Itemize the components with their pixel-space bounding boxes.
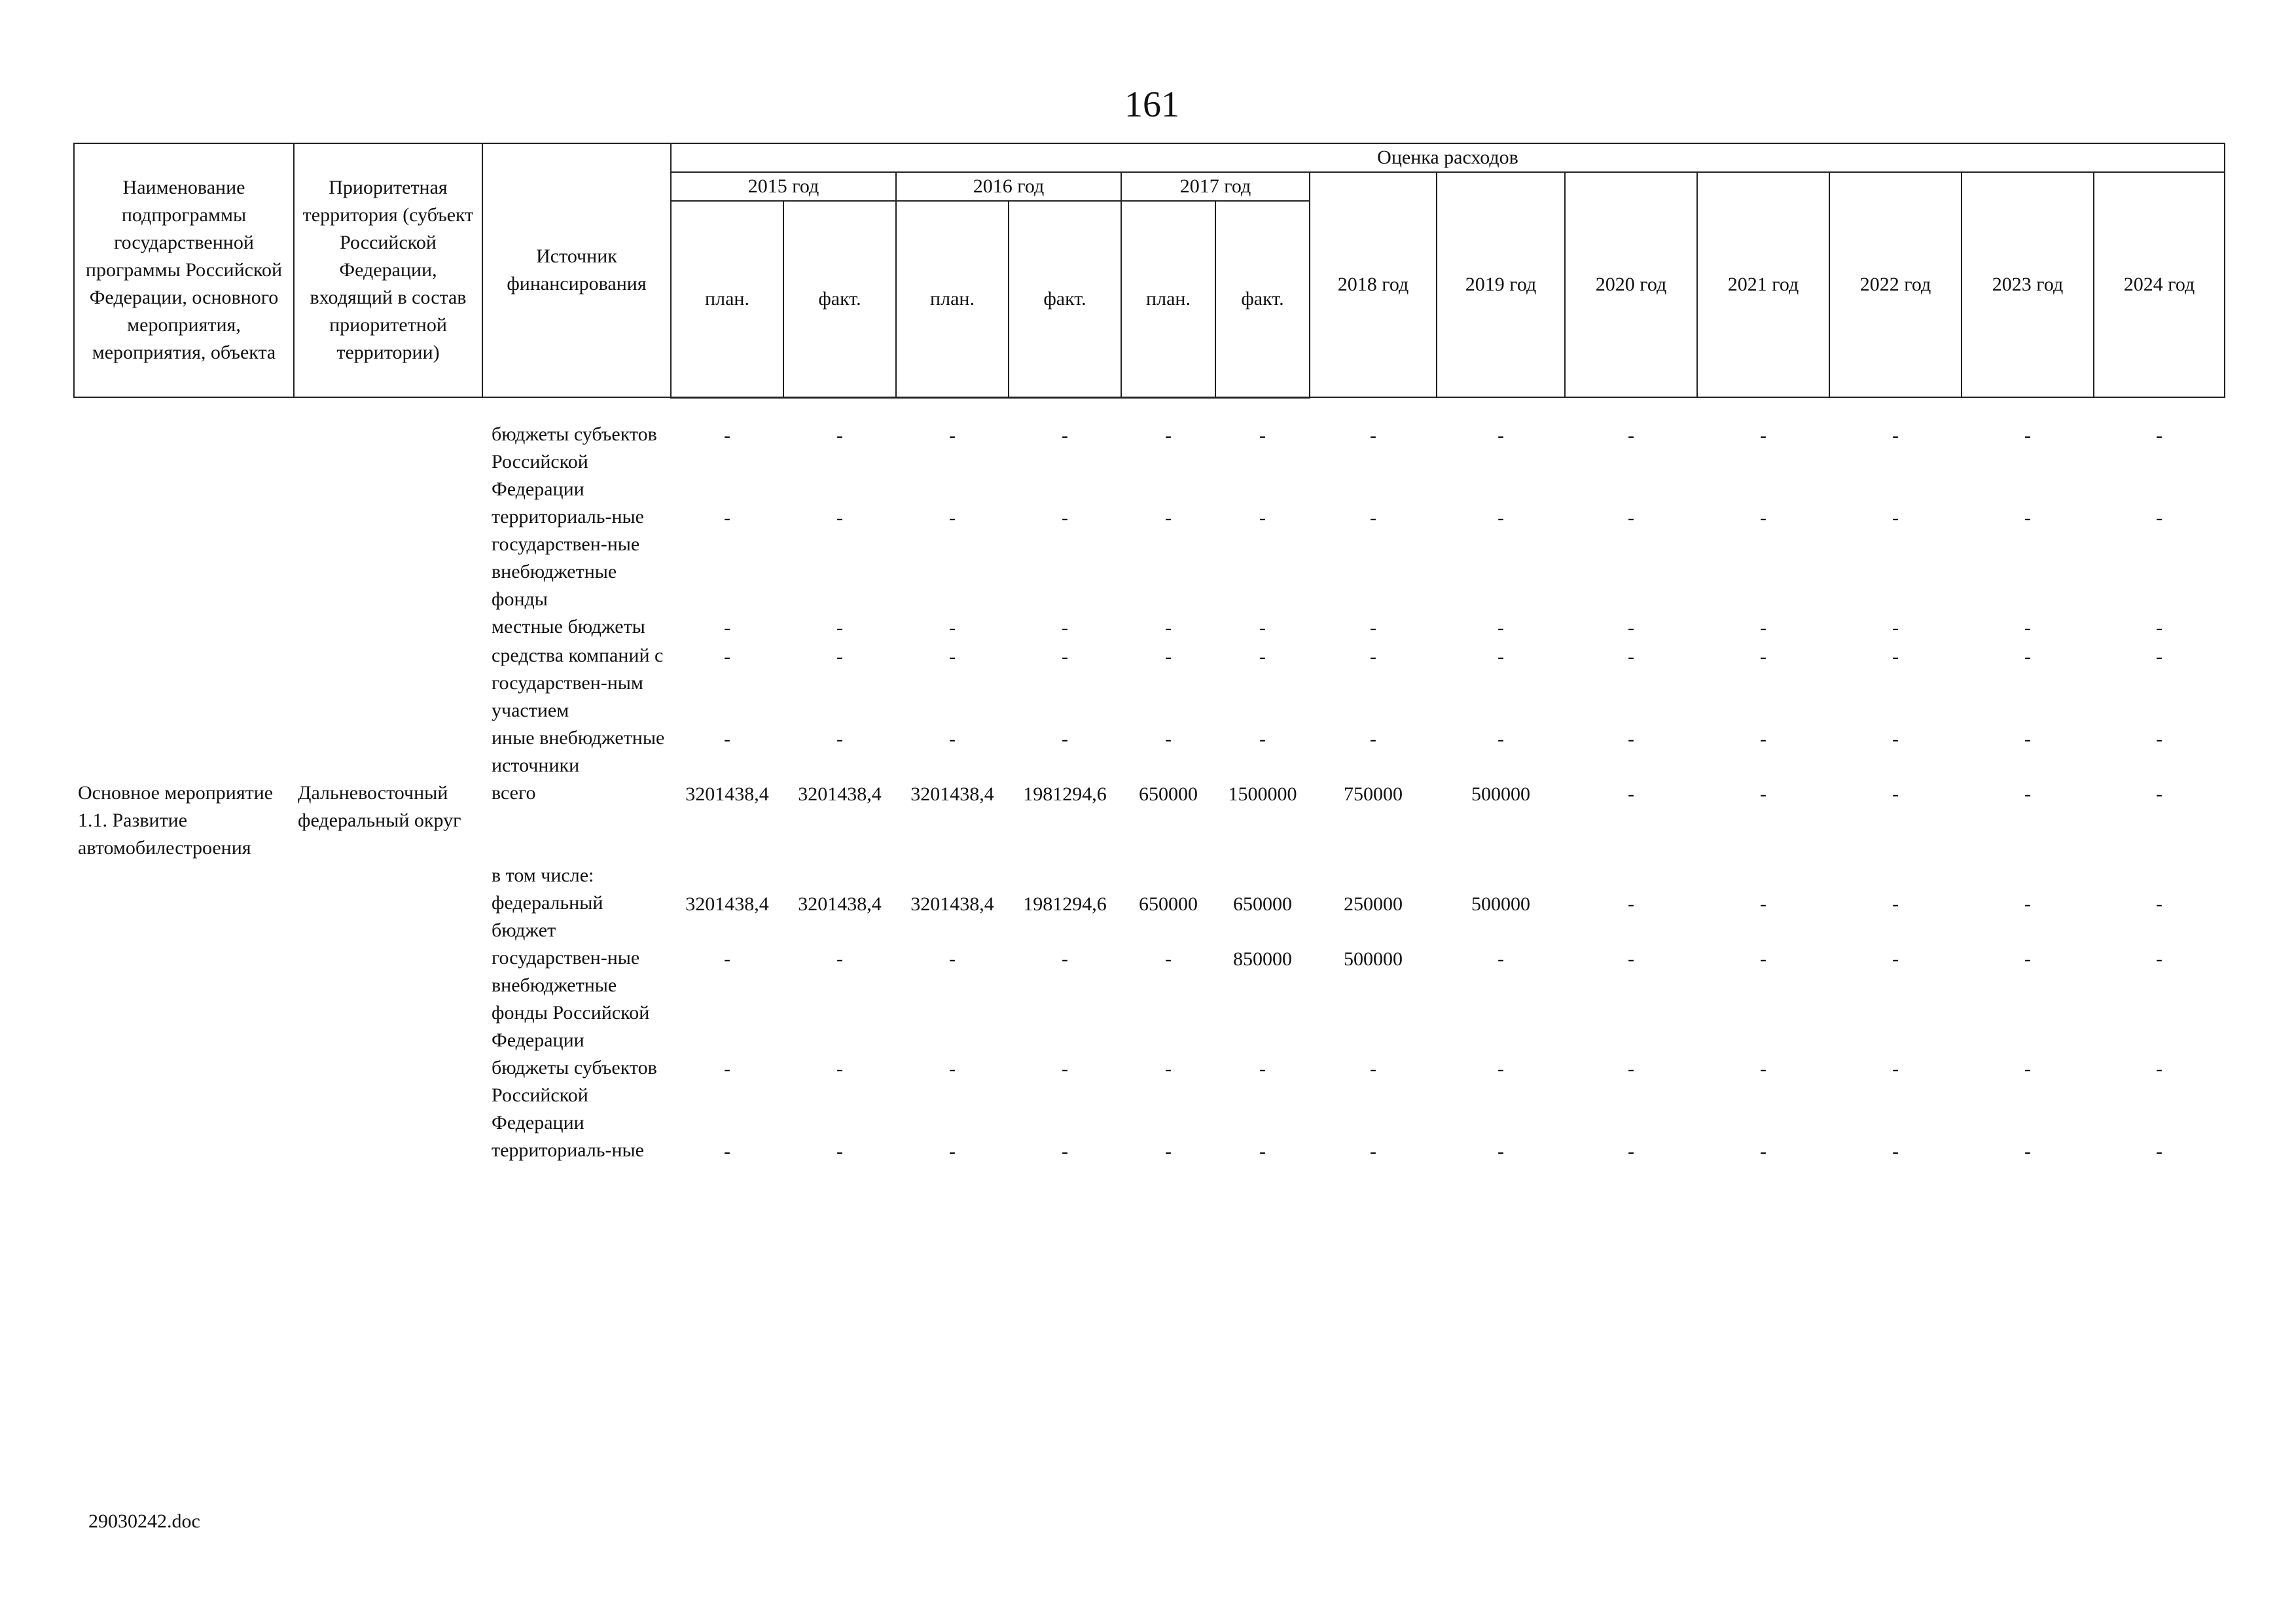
row-value-cell: - — [2024, 645, 2031, 668]
row-name-cell — [74, 642, 294, 724]
row-value-cell: 500000 — [1471, 893, 1530, 915]
row-value-cell: - — [1498, 645, 1504, 668]
row-value-cell: - — [1628, 507, 1634, 529]
row-value-cell: - — [2024, 1058, 2031, 1080]
header-plan-2017: план. — [1121, 201, 1215, 397]
row-value-cell: - — [949, 645, 956, 668]
row-source-cell: государствен-ные внебюджетные фонды Российской Федерации — [492, 946, 650, 1051]
header-year-2021: 2021 год — [1697, 172, 1829, 397]
header-year-2018: 2018 год — [1310, 172, 1437, 397]
row-value-cell — [1437, 862, 1565, 889]
row-value-cell: - — [836, 1140, 843, 1162]
row-value-cell: - — [1628, 783, 1634, 805]
header-plan-2016: план. — [896, 201, 1009, 397]
row-value-cell: - — [949, 948, 956, 970]
row-value-cell: - — [1259, 424, 1266, 446]
header-year-2015: 2015 год — [671, 172, 896, 201]
header-plan-2015: план. — [671, 201, 783, 397]
row-name-cell — [74, 421, 294, 503]
row-value-cell: 650000 — [1139, 893, 1198, 915]
row-value-cell — [1829, 862, 1962, 889]
row-value-cell — [783, 862, 896, 889]
row-value-cell: - — [2156, 616, 2162, 639]
row-value-cell: - — [1892, 424, 1899, 446]
row-value-cell — [1697, 862, 1829, 889]
row-name-cell: Основное мероприятие 1.1. Развитие автомобилестроения — [78, 781, 274, 859]
row-value-cell: - — [1165, 645, 1172, 668]
row-value-cell: - — [1370, 507, 1376, 529]
row-value-cell: 1500000 — [1228, 783, 1297, 805]
row-territory-cell — [294, 862, 482, 889]
expenses-table — [73, 143, 2225, 1166]
row-value-cell: - — [1259, 1058, 1266, 1080]
row-value-cell: - — [2156, 1058, 2162, 1080]
row-name-cell — [74, 613, 294, 642]
row-value-cell — [1962, 862, 2094, 889]
table-row — [74, 779, 2225, 862]
row-value-cell: - — [1760, 1058, 1767, 1080]
row-source-cell: в том числе: — [492, 864, 594, 886]
header-year-2020: 2020 год — [1565, 172, 1697, 397]
row-value-cell: - — [836, 645, 843, 668]
row-value-cell: - — [1370, 728, 1376, 750]
row-value-cell: - — [1628, 948, 1634, 970]
row-value-cell: - — [1760, 424, 1767, 446]
row-value-cell: 3201438,4 — [685, 893, 769, 915]
row-name-cell — [74, 1054, 294, 1137]
row-value-cell: - — [724, 728, 730, 750]
row-value-cell: - — [1760, 645, 1767, 668]
row-territory-cell — [294, 1137, 482, 1166]
row-value-cell: - — [1370, 1140, 1376, 1162]
row-value-cell: - — [1892, 507, 1899, 529]
row-value-cell: 750000 — [1344, 783, 1403, 805]
row-value-cell: - — [1062, 1058, 1068, 1080]
row-value-cell: - — [2156, 893, 2162, 915]
row-value-cell: - — [1259, 507, 1266, 529]
row-value-cell — [1565, 862, 1697, 889]
header-source-column: Источник финансирования — [482, 143, 671, 397]
row-value-cell: - — [1498, 507, 1504, 529]
row-value-cell: - — [1062, 616, 1068, 639]
row-value-cell: - — [1628, 645, 1634, 668]
row-value-cell: - — [1498, 1140, 1504, 1162]
row-value-cell: 1981294,6 — [1023, 783, 1107, 805]
row-value-cell — [1009, 862, 1121, 889]
row-value-cell: - — [1062, 424, 1068, 446]
row-value-cell: - — [1165, 1058, 1172, 1080]
row-value-cell: - — [2156, 645, 2162, 668]
row-name-cell — [74, 1137, 294, 1166]
row-value-cell: - — [1628, 728, 1634, 750]
header-territory-column: Приоритетная территория (субъект Российской Федерации, входящий в состав приоритетной территории) — [294, 143, 482, 397]
header-year-2016: 2016 год — [896, 172, 1121, 201]
row-value-cell: - — [2156, 783, 2162, 805]
row-value-cell: 650000 — [1139, 783, 1198, 805]
header-name-column: Наименование подпрограммы государственной программы Российской Федерации, основного мероприятия, мероприятия, объекта — [74, 143, 294, 397]
row-value-cell: - — [1370, 645, 1376, 668]
row-source-cell: бюджеты субъектов Российской Федерации — [492, 423, 657, 500]
row-value-cell: - — [836, 616, 843, 639]
row-territory-cell: Дальневосточный федеральный округ — [298, 781, 461, 831]
row-value-cell: - — [1165, 728, 1172, 750]
row-territory-cell — [294, 1054, 482, 1137]
page-number: 161 — [1124, 84, 1179, 125]
row-value-cell: - — [2024, 507, 2031, 529]
table-row — [74, 944, 2225, 1054]
row-name-cell — [74, 503, 294, 613]
row-source-cell: территориаль-ные государствен-ные внебюджетные фонды — [492, 505, 644, 610]
table-row — [74, 889, 2225, 944]
table-row — [74, 724, 2225, 779]
row-value-cell: - — [2024, 783, 2031, 805]
row-value-cell: - — [724, 616, 730, 639]
row-value-cell: - — [1062, 1140, 1068, 1162]
row-value-cell: - — [949, 1140, 956, 1162]
row-value-cell: - — [2156, 1140, 2162, 1162]
row-value-cell: - — [949, 616, 956, 639]
row-territory-cell — [294, 889, 482, 944]
row-value-cell: - — [1165, 424, 1172, 446]
row-value-cell: - — [1498, 616, 1504, 639]
row-value-cell: - — [949, 1058, 956, 1080]
table-row — [74, 1137, 2225, 1166]
row-value-cell: - — [1892, 1058, 1899, 1080]
row-value-cell: 850000 — [1233, 948, 1292, 970]
row-value-cell: - — [1628, 1058, 1634, 1080]
row-territory-cell — [294, 944, 482, 1054]
row-value-cell: - — [1370, 1058, 1376, 1080]
row-territory-cell — [294, 613, 482, 642]
row-value-cell: - — [1498, 948, 1504, 970]
row-value-cell: - — [1892, 783, 1899, 805]
row-territory-cell — [294, 421, 482, 503]
row-value-cell: - — [1370, 424, 1376, 446]
row-value-cell: - — [836, 424, 843, 446]
row-value-cell: - — [1628, 893, 1634, 915]
row-value-cell — [2094, 862, 2225, 889]
row-value-cell: 250000 — [1344, 893, 1403, 915]
row-territory-cell — [294, 642, 482, 724]
row-value-cell: - — [949, 424, 956, 446]
row-value-cell: - — [1259, 645, 1266, 668]
row-value-cell: - — [836, 948, 843, 970]
row-value-cell — [896, 862, 1009, 889]
table-row — [74, 642, 2225, 724]
row-value-cell: - — [724, 948, 730, 970]
row-source-cell: всего — [492, 781, 536, 804]
table-body — [74, 397, 2225, 1166]
row-value-cell: - — [1062, 728, 1068, 750]
row-value-cell: - — [1259, 1140, 1266, 1162]
row-value-cell: - — [1760, 893, 1767, 915]
row-value-cell: - — [949, 507, 956, 529]
row-value-cell: - — [949, 728, 956, 750]
row-value-cell: - — [2024, 728, 2031, 750]
table-row — [74, 862, 2225, 889]
row-value-cell: - — [1165, 1140, 1172, 1162]
row-value-cell: - — [724, 1058, 730, 1080]
row-value-cell — [1310, 862, 1437, 889]
row-value-cell: - — [1760, 507, 1767, 529]
row-value-cell: - — [1760, 1140, 1767, 1162]
row-value-cell: 3201438,4 — [798, 783, 882, 805]
row-value-cell: 3201438,4 — [685, 783, 769, 805]
row-value-cell: 500000 — [1344, 948, 1403, 970]
row-value-cell: - — [1892, 948, 1899, 970]
table-row — [74, 1054, 2225, 1137]
row-value-cell: - — [724, 645, 730, 668]
row-name-cell — [74, 889, 294, 944]
row-value-cell: - — [1165, 507, 1172, 529]
row-value-cell: - — [1760, 783, 1767, 805]
table-row — [74, 421, 2225, 503]
row-name-cell — [74, 862, 294, 889]
row-value-cell: 1981294,6 — [1023, 893, 1107, 915]
row-territory-cell — [294, 503, 482, 613]
header-year-2019: 2019 год — [1437, 172, 1565, 397]
row-territory-cell — [294, 724, 482, 779]
row-value-cell: - — [1628, 616, 1634, 639]
row-value-cell: - — [724, 424, 730, 446]
table-row — [74, 503, 2225, 613]
row-value-cell: - — [836, 728, 843, 750]
header-year-2022: 2022 год — [1829, 172, 1962, 397]
header-year-2017: 2017 год — [1121, 172, 1310, 201]
header-expenses-group: Оценка расходов — [671, 143, 2225, 172]
row-value-cell: - — [1892, 728, 1899, 750]
row-value-cell: 3201438,4 — [910, 783, 994, 805]
row-value-cell: - — [2156, 948, 2162, 970]
row-value-cell — [1121, 862, 1215, 889]
row-value-cell: - — [1628, 424, 1634, 446]
row-value-cell: - — [1760, 616, 1767, 639]
row-value-cell: - — [2024, 893, 2031, 915]
row-value-cell: - — [2024, 616, 2031, 639]
row-value-cell: - — [836, 1058, 843, 1080]
table-row — [74, 613, 2225, 642]
row-value-cell: - — [1760, 728, 1767, 750]
footer-filename: 29030242.doc — [88, 1510, 200, 1532]
row-value-cell: - — [1259, 616, 1266, 639]
row-value-cell: - — [724, 1140, 730, 1162]
row-value-cell: 3201438,4 — [798, 893, 882, 915]
row-value-cell: - — [1165, 616, 1172, 639]
row-value-cell: - — [1062, 645, 1068, 668]
row-value-cell: - — [1892, 645, 1899, 668]
row-value-cell: - — [1498, 1058, 1504, 1080]
row-value-cell: - — [1498, 728, 1504, 750]
row-name-cell — [74, 724, 294, 779]
header-year-2023: 2023 год — [1962, 172, 2094, 397]
row-value-cell: - — [1165, 948, 1172, 970]
row-value-cell: - — [2156, 728, 2162, 750]
row-value-cell: - — [1760, 948, 1767, 970]
row-value-cell: - — [1498, 424, 1504, 446]
header-fact-2016: факт. — [1009, 201, 1121, 397]
row-name-cell — [74, 944, 294, 1054]
row-value-cell: - — [2024, 424, 2031, 446]
row-value-cell: - — [1892, 1140, 1899, 1162]
row-value-cell: 650000 — [1233, 893, 1292, 915]
header-fact-2015: факт. — [783, 201, 896, 397]
row-value-cell: - — [1370, 616, 1376, 639]
row-source-cell: бюджеты субъектов Российской Федерации — [492, 1056, 657, 1133]
row-value-cell: - — [1892, 616, 1899, 639]
row-value-cell: - — [724, 507, 730, 529]
row-value-cell: 3201438,4 — [910, 893, 994, 915]
row-value-cell — [1215, 862, 1310, 889]
row-source-cell: территориаль-ные — [492, 1139, 644, 1161]
row-value-cell: - — [2156, 507, 2162, 529]
header-year-2024: 2024 год — [2094, 172, 2225, 397]
row-value-cell: - — [1628, 1140, 1634, 1162]
row-source-cell: федеральный бюджет — [492, 891, 603, 941]
row-value-cell: - — [1259, 728, 1266, 750]
header-fact-2017: факт. — [1215, 201, 1310, 397]
row-value-cell: - — [1062, 507, 1068, 529]
row-value-cell: - — [1892, 893, 1899, 915]
row-value-cell — [671, 862, 783, 889]
row-value-cell: - — [2024, 1140, 2031, 1162]
row-source-cell: местные бюджеты — [492, 615, 645, 637]
row-value-cell: - — [1062, 948, 1068, 970]
row-value-cell: - — [2156, 424, 2162, 446]
row-source-cell: средства компаний с государствен-ным участием — [492, 644, 664, 721]
row-value-cell: - — [836, 507, 843, 529]
row-source-cell: иные внебюджетные источники — [492, 726, 665, 776]
row-value-cell: 500000 — [1471, 783, 1530, 805]
row-value-cell: - — [2024, 948, 2031, 970]
